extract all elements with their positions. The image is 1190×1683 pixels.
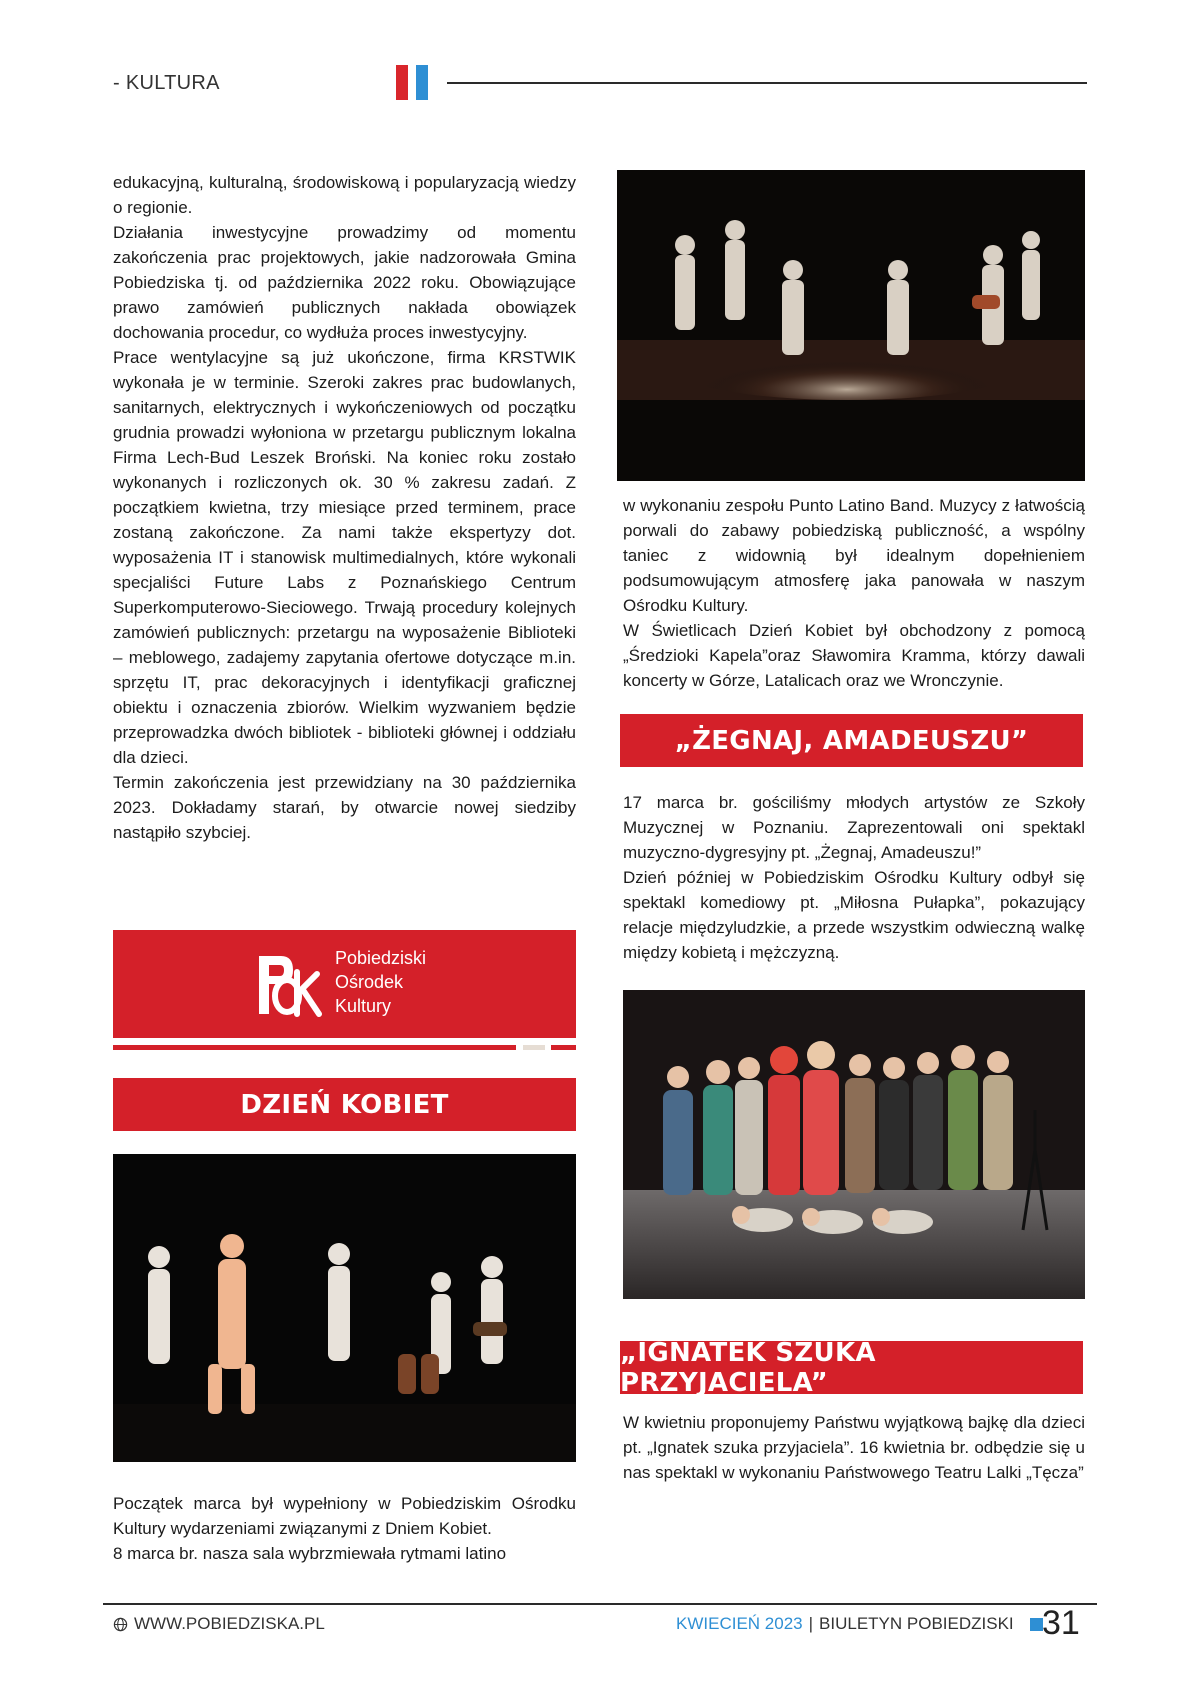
intro-paragraph: Działania inwestycyjne prowadzimy od momentu zakończenia prac projektowych, jakie nadzorowała Gmina Pobiedziska tj. od października 2022 roku. Obowiązujące prawo zamówień publicznych nakłada obowiązek dochowania procedur, co wydłuża proces inwestycyjny. (113, 223, 576, 342)
header-rule (447, 82, 1087, 84)
intro-paragraph: Prace wentylacyjne są już ukończone, firma KRSTWIK wykonała je w terminie. Szeroki zakres prac budowlanych, sanitarnych, elektrycznych i wykończeniowych od początku grudnia prowadzi wyłoniona w przetargu publicznym lokalna Firma Lech-Bud Leszek Broński. Na koniec roku zostało wykonanych i rozliczonych ok. 30 % zakresu zadań. Z początkiem kwietna, trzy miesiące przed terminem, prace zostaną zakończone. Za nami także ekspertyzy dot. wyposażenia IT i stanowisk multimedialnych, które wykonali specjaliści Future Labs z Poznańskiego Centrum Superkomputerowo-Sieciowego. Trwają procedury kolejnych zamówień publicznych: przetargu na wyposażenie Biblioteki – meblowego, zadajemy zapytania ofertowe dotyczące m.in. sprzętu IT, prac dekoracyjnych i identyfikacji graficznej obiektu i oznaczenia zbiorów. Wielkim wyzwaniem będzie przeprowadzka dwóch bibliotek - biblioteki głównej i oddziału dla dzieci. (113, 348, 576, 767)
ignatek-heading: „IGNATEK SZUKA PRZYJACIELA” (620, 1341, 1083, 1394)
photo-theatre-cast (623, 990, 1085, 1299)
footer-bulletin: BIULETYN POBIEDZISKI (819, 1614, 1014, 1633)
pok-underline (113, 1045, 576, 1050)
pok-line: Ośrodek (335, 972, 404, 992)
footer-date: KWIECIEŃ 2023 (676, 1614, 803, 1633)
dzien-kobiet-paragraph: w wykonaniu zespołu Punto Latino Band. Muzycy z łatwością porwali do zabawy pobiedziską publiczność, a wspólny taniec z widownią był idealnym dopełnieniem podsumowującym atmosferę jaka panowała w naszym Ośrodku Kultury. (623, 496, 1085, 615)
intro-paragraph: Termin zakończenia jest przewidziany na 30 października 2023. Dokładamy starań, by otwarcie nowej siedziby nastąpiło szybciej. (113, 773, 576, 842)
ignatek-paragraph: W kwietniu proponujemy Państwu wyjątkową bajkę dla dzieci pt. „Ignatek szuka przyjaciela”. 16 kwietnia br. odbędzie się u nas spektakl w wykonaniu Państwowego Teatru Lalki „Tęcza” (623, 1413, 1085, 1482)
pok-logo-text (335, 946, 426, 1018)
amadeusz-heading: „ŻEGNAJ, AMADEUSZU” (620, 714, 1083, 767)
dzien-kobiet-paragraph: W Świetlicach Dzień Kobiet był obchodzony z pomocą „Średzioki Kapela”oraz Sławomira Kramma, którzy dawali koncerty w Górze, Latalicach oraz we Wronczynie. (623, 621, 1085, 690)
footer-issue (676, 1614, 1043, 1634)
photo-band-stage (617, 170, 1085, 481)
amadeusz-paragraph: Dzień później w Pobiedziskim Ośrodku Kultury odbył się spektakl komediowy pt. „Miłosna Pułapka”, pokazujący relacje międzyludzkie, a przede wszystkim odwieczną walkę między kobietą i mężczyzną. (623, 868, 1085, 962)
pok-line: Kultury (335, 996, 392, 1016)
footer-site[interactable] (113, 1614, 325, 1634)
pok-logo-icon (253, 948, 323, 1023)
pok-line: Pobiedziski (335, 948, 427, 968)
pok-logo-banner (113, 930, 576, 1038)
amadeusz-text (623, 790, 1085, 965)
footer-site-link[interactable]: WWW.POBIEDZISKA.PL (134, 1614, 325, 1633)
footer-square (1030, 1618, 1043, 1631)
footer-separator: | (808, 1614, 814, 1633)
dzien-kobiet-text-right (623, 493, 1085, 693)
header-flag-red (396, 65, 408, 100)
photo-punto-latino-band (113, 1154, 576, 1462)
dzien-kobiet-paragraph: 8 marca br. nasza sala wybrzmiewała rytmami latino (113, 1544, 507, 1563)
ignatek-text (623, 1410, 1085, 1485)
footer-rule (103, 1603, 1097, 1605)
dzien-kobiet-paragraph: Początek marca był wypełniony w Pobiedziskim Ośrodku Kultury wydarzeniami związanymi z Dniem Kobiet. (113, 1494, 576, 1538)
dzien-kobiet-text-left (113, 1491, 576, 1566)
intro-article (113, 170, 576, 845)
globe-icon (113, 1617, 128, 1632)
page-number: 31 (1042, 1604, 1080, 1642)
section-label: - KULTURA (113, 72, 220, 94)
intro-paragraph: edukacyjną, kulturalną, środowiskową i popularyzacją wiedzy o regionie. (113, 173, 576, 217)
dzien-kobiet-heading: DZIEŃ KOBIET (113, 1078, 576, 1131)
amadeusz-paragraph: 17 marca br. gościliśmy młodych artystów ze Szkoły Muzycznej w Poznaniu. Zaprezentowali oni spektakl muzyczno-dygresyjny pt. „Żegnaj, Amadeuszu!” (623, 793, 1085, 862)
header-flag-blue (416, 65, 428, 100)
